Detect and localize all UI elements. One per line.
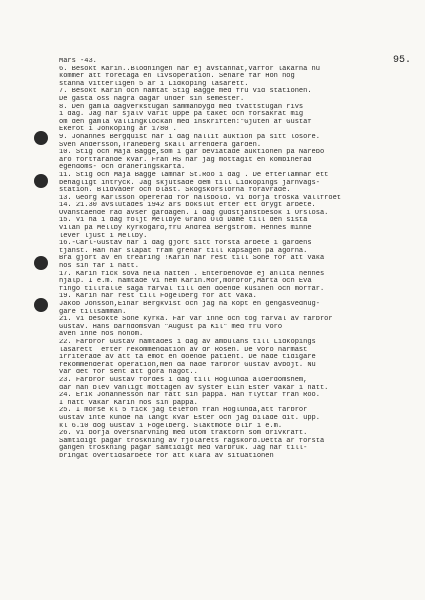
text-line: 11. Stig och Maja Bagge lämnar St.Roo i dag . De efterlämnar ett — [59, 171, 329, 179]
text-line: 9. Johannes Bergquist har i dag hållit auktion på sitt lösöre. — [59, 133, 320, 141]
text-line: där han blev vänligt mottagen av syster Elin Ester vakar i natt. — [59, 384, 329, 392]
binder-hole — [34, 174, 48, 188]
text-line: var det för sent att göra något.. — [59, 369, 198, 377]
text-line: Bra gjort av en treåring !Karin har rest till Söne för att vaka — [59, 255, 325, 263]
text-line: lasarett efter rekommendation av dr Rosén. De voro närmast — [59, 346, 308, 354]
text-line: bringat övertidsarbete för att klara av situationen — [59, 452, 274, 460]
text-line: 13. Georg Karlsson opererad för halsböld. Vi börja tröska vallfröet — [59, 194, 341, 202]
text-line: Jakob Jonsson,Einar Bergkvist och jag ha köpt en gengasvedhug- — [59, 301, 320, 308]
text-line: Mars -43. — [59, 58, 97, 65]
text-line: hjälp. I e.m. hämtade vi hem Karin.Mor,morbror,Märta och Eva — [59, 278, 312, 286]
text-line: Sven Andersson,Traneberg skall arrendera gården. — [59, 141, 262, 149]
text-line: tjänst. Han har släpat fram grenar till kapsågen på ägorna. — [59, 247, 308, 255]
binder-hole — [34, 298, 48, 312]
text-line: 26. Vi börja översnarvning med utom traktorn som drivkraft. — [59, 430, 308, 438]
text-line: i dag. Jag har själv varit uppe på taket och försäkrat mig — [59, 111, 304, 119]
text-line: 7. Besökt Karin och hämtat Stig Bagge med fru vid stationen. — [59, 88, 312, 96]
text-line: vilan på Mellby kyrkogård,fru Andrea Bergström. Hennes minne — [59, 225, 312, 233]
text-line: gången tröskning pågår samtidigt med vårbruk. Jag har till- — [59, 445, 308, 453]
text-line: Gustav inte kunde ha långt kvar Ester och jag bilade dit. upp. — [59, 414, 320, 422]
text-line: I natt vakar Karin hos sin pappa. — [59, 399, 198, 407]
text-line: fingo tillfälle säga farväl till den döende kusinen och morfar. — [59, 285, 325, 293]
text-line: Ekerot i Jönköping år 1780 . — [59, 126, 177, 134]
text-line: egendoms- och dräneringskarta. — [59, 164, 186, 172]
diary-text — [59, 58, 399, 460]
binder-hole — [34, 131, 48, 145]
text-line: 8. Den gamla dagverkstugan sammanbygd med tvättstugan rivs — [59, 103, 304, 111]
text-line: irriterade av att ta emot en döende patient. De hade tidigare — [59, 354, 316, 362]
text-line: De gästa oss några dagar under sin semester. — [59, 95, 245, 103]
text-line: 19. Karin har rest till Fogelberg för att vaka. — [59, 293, 257, 301]
text-line: Ovanstående rad avser gårdagen. I dag gudstjänstbesök i Örslösa. — [59, 209, 329, 217]
text-line: om den gamla vällingklockan med inskriften:"Gjuten af Gustaf — [59, 118, 312, 126]
text-line: kl 6.10 dog Gustav i Fogelberg. Släktmöte blir i e.m. — [59, 422, 283, 430]
text-line: 23. Farbror Gustav fördes i dag till Höglunda ålderdomshem, — [59, 376, 308, 384]
text-line: Gustav. Hans barndomsvån "August på Kil" med fru voro — [59, 323, 283, 331]
text-line: äro fortfarande kvar. Från HS har jag mottagit en kombinerad — [59, 156, 312, 164]
text-line: även inne hos honom. — [59, 331, 144, 339]
text-line: kommer att företaga en livsoperation. Senare får Hon nog — [59, 73, 295, 81]
text-line: 6. Besökt Karin..Blödningen har ej avstannat,varför läkarna nu — [59, 65, 320, 73]
text-line: station. Blidväder och blåst. Skogskörslorna förävrade. — [59, 187, 291, 195]
text-line: 22. Farbror Gustav hämtades i dag av ambulans till Lidköpings — [59, 338, 316, 346]
text-line: gare tillsamman. — [59, 308, 127, 316]
text-line: 24. Erik Johannesson har fått sin pappa. Han flyttar från Roo. — [59, 392, 320, 400]
text-line: 17. Karin fick sova hela natten . Enterbehövde ej anlita hennes — [59, 270, 325, 278]
text-line: hos sin far i natt. — [59, 263, 139, 271]
text-line: 10. Stig och Maja Bagge,som i går beviatade auktionen på Närebo — [59, 149, 325, 157]
text-line: lever ljust i Mellby. — [59, 232, 148, 240]
text-line: 15. Vi ha i dag följt Mellbye Grand Old Dame till den sista — [59, 217, 308, 225]
text-line: Samtidigt pågår tröskning av fjolårets rågskörd.Detta är första — [59, 437, 325, 445]
text-line: 21. Vi besökte Söne kyrka. Far var inne och tog farväl av farbror — [59, 316, 333, 324]
text-line: rekommenderat operation,men då hade farbror Gustav avböjt. Nu — [59, 361, 316, 369]
text-line: 25. I morse kl 5 fick jag telefon från Höglunda,att farbror — [59, 407, 308, 415]
page-number: 95. — [392, 55, 411, 66]
text-line: 14. 21.30 avslutades 1942 års bokslut efter ett drygt arbete. — [59, 202, 316, 210]
text-line: behagligt intryck. Jag skjutsade dem till Lidköpings järnvägs- — [59, 179, 320, 187]
binder-hole — [34, 256, 48, 270]
text-line: stanna vitterligen 5 år i Lidköping lasarett. — [59, 80, 249, 88]
text-line: 16.-Carl-Gustav har i dag gjort sitt första arbete i gårdens — [59, 240, 312, 248]
